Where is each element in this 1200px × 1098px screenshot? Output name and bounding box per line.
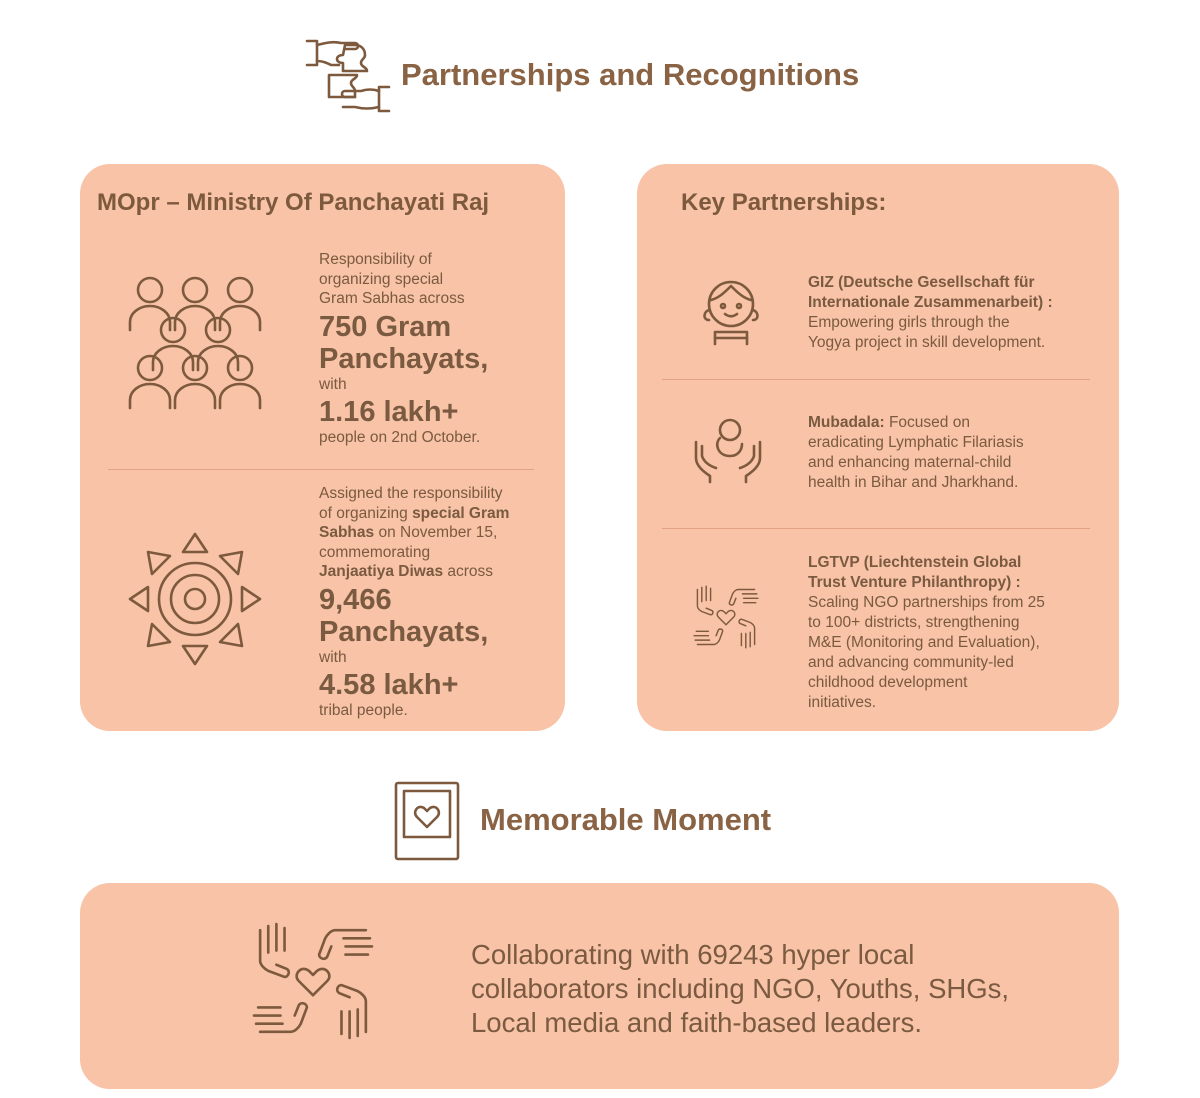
stat-gram-panchayats: 750 Gram [319, 310, 452, 343]
divider [108, 469, 534, 470]
partnerships-card-title: Key Partnerships: [681, 189, 887, 216]
mopr-card-title: MOpr – Ministry Of Panchayati Raj [97, 189, 490, 216]
stat-tribal-people: 4.58 lakh+ [319, 669, 459, 701]
stat-panchayats: 9,466 [319, 583, 392, 616]
handshake-puzzle-icon [303, 35, 393, 117]
girl-icon [695, 274, 767, 346]
page-title: Partnerships and Recognitions [401, 57, 860, 92]
partnerships-card [637, 164, 1119, 731]
memorable-title: Memorable Moment [480, 802, 772, 837]
stat-people: 1.16 lakh+ [319, 396, 459, 428]
memorable-text: Collaborating with 69243 hyper local collaborators including NGO, Youths, SHGs, Local media and faith-based leaders. [471, 939, 1010, 1038]
people-group-icon [128, 274, 263, 409]
hands-heart-icon [693, 584, 759, 650]
sun-icon [128, 532, 263, 667]
divider [662, 379, 1090, 380]
mopr-card [80, 164, 565, 731]
mopr-item2-text: Assigned the responsibility of organizing special Gram Sabhas on November 15, commemorating Janjaatiya Diwas across 9,466 Panchayats, with 4.58 lakh+ tribal people. [319, 484, 559, 721]
photo-heart-icon [394, 781, 460, 861]
partner-giz: GIZ (Deutsche Gesellschaft für Internationale Zusammenarbeit) : Empowering girls through the Yogya project in skill development. [808, 274, 1053, 351]
divider [662, 528, 1090, 529]
partner-lgtvp: LGTVP (Liechtenstein Global Trust Venture Philanthropy) : Scaling NGO partnerships from 25 to 100+ districts, strengthening M&E (Monitoring and Evaluation), and advancing community-led childhood development initiatives. [808, 554, 1045, 711]
hands-heart-icon [252, 920, 374, 1042]
hands-baby-icon [692, 412, 764, 484]
partner-mubadala: Mubadala: Focused on eradicating Lymphatic Filariasis and enhancing maternal-child health in Bihar and Jharkhand. [808, 414, 1024, 491]
mopr-item1-text: Responsibility of organizing special Gram Sabhas across 750 Gram Panchayats, with 1.16 lakh+ people on 2nd October. [319, 250, 559, 448]
memorable-card [80, 883, 1119, 1089]
